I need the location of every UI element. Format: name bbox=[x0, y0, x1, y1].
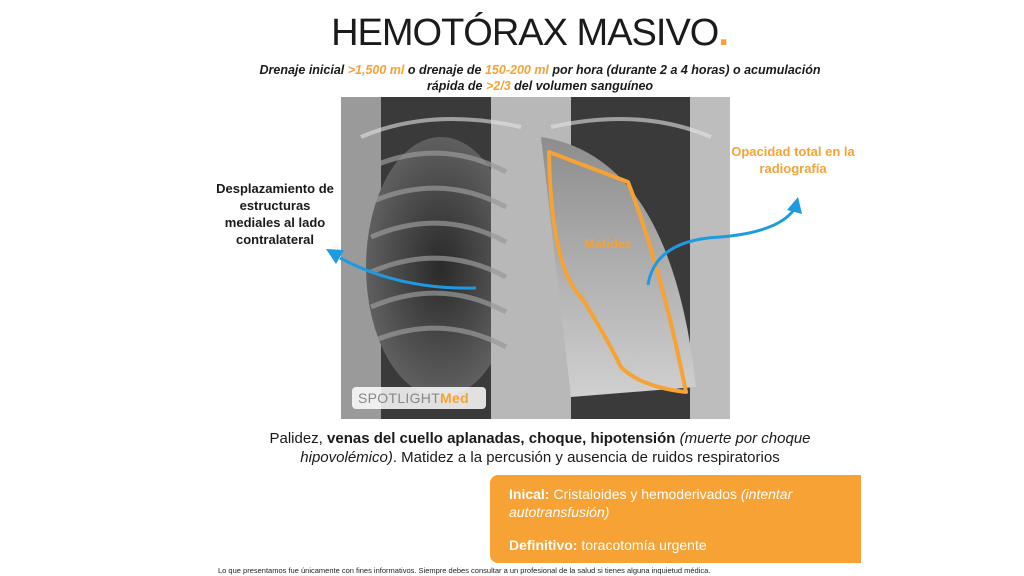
treatment-box bbox=[490, 475, 861, 563]
left-arrow bbox=[340, 258, 476, 288]
initial-italic: (intentar autotransfusión) bbox=[509, 486, 793, 520]
logo-text: SPOTLIGHT bbox=[358, 390, 441, 406]
dullness-label: Matidez bbox=[584, 236, 632, 251]
subtitle-part: o drenaje de bbox=[404, 63, 485, 77]
left-arrowhead bbox=[326, 249, 344, 264]
logo-text-accent: Med bbox=[440, 390, 469, 406]
definitive-text: toracotomía urgente bbox=[577, 537, 707, 553]
desc-italic: (muerte por choque hipovolémico) bbox=[300, 430, 811, 466]
desc-bold: venas del cuello aplanadas, choque, hipotensión bbox=[327, 430, 676, 447]
subtitle-highlight: >1,500 ml bbox=[347, 63, 405, 77]
subtitle-part: por hora (durante 2 a 4 horas) o acumulación rápida de bbox=[426, 63, 821, 93]
subtitle-part: del volumen sanguíneo bbox=[510, 79, 654, 93]
subtitle-part: Drenaje inicial bbox=[259, 63, 348, 77]
initial-treatment bbox=[509, 485, 829, 521]
mediastinal-shift-label: Desplazamiento de estructuras mediales al lado contralateral bbox=[216, 181, 334, 247]
disclaimer-footer: Lo que presentamos fue únicamente con fines informativos. Siempre debes consultar a un profesional de la salud si tienes alguna inquietud médica. bbox=[218, 566, 711, 575]
desc-text: . Matidez a la percusión y ausencia de ruidos respiratorios bbox=[392, 449, 780, 466]
initial-text: Cristaloides y hemoderivados bbox=[549, 486, 741, 502]
definitive-treatment bbox=[509, 537, 707, 553]
desc-text: Palidez, bbox=[269, 430, 328, 447]
total-opacity-label: Opacidad total en la radiografía bbox=[731, 144, 855, 176]
right-arrowhead bbox=[787, 197, 802, 214]
initial-label: Inical: bbox=[509, 486, 550, 502]
title-text: HEMOTÓRAX MASIVO bbox=[331, 12, 719, 54]
subtitle-highlight: 150-200 ml bbox=[484, 63, 549, 77]
clinical-description bbox=[240, 429, 840, 467]
right-arrow bbox=[648, 208, 795, 285]
title-dot: . bbox=[718, 12, 729, 54]
definitive-label: Definitivo: bbox=[509, 537, 578, 553]
subtitle-highlight: >2/3 bbox=[485, 79, 511, 93]
